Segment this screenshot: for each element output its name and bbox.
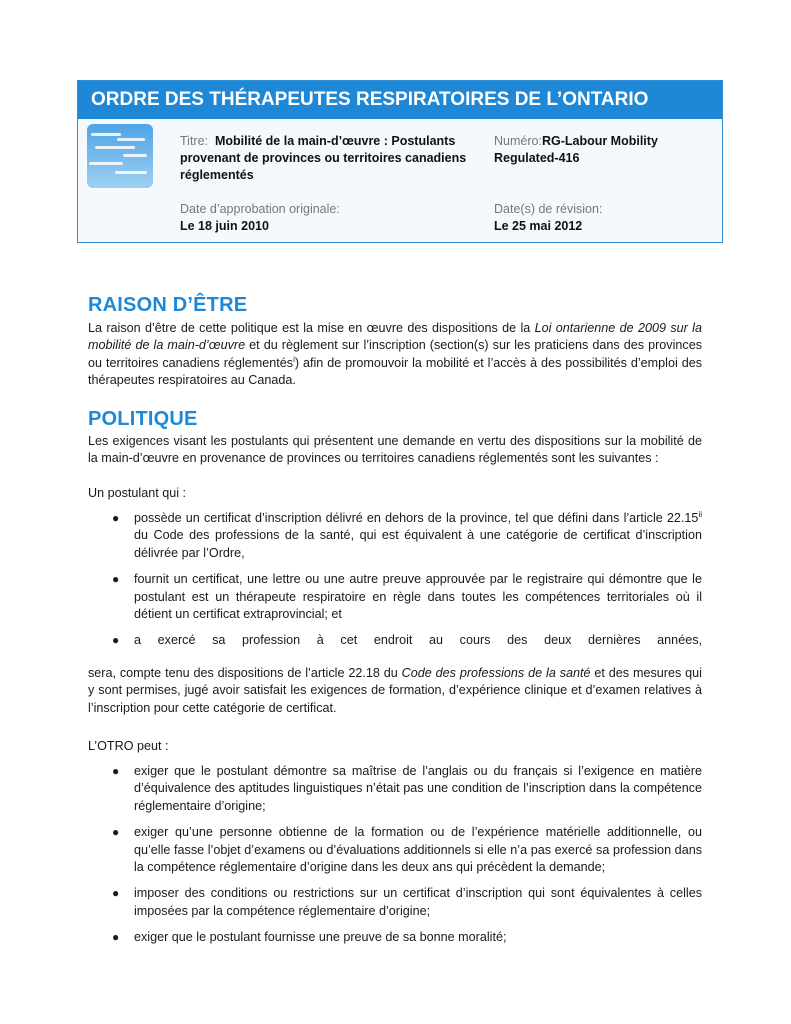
applicant-intro: Un postulant qui : — [88, 486, 187, 500]
approval-field — [180, 201, 480, 235]
list-item — [88, 571, 702, 623]
bullet-icon: ● — [112, 572, 120, 587]
power-text: imposer des conditions ou restrictions sur un certificat d’inscription qui sont équivalentes à celles imposées par la compétence réglementaire d’origine; — [134, 886, 702, 918]
number-label: Numéro: — [494, 134, 542, 148]
revision-value: Le 25 mai 2012 — [494, 219, 583, 233]
power-text: exiger que le postulant démontre sa maîtrise de l’anglais ou du français si l’exigence en matière d’équivalence des aptitudes linguistiques n’était pas une condition de l’inscription dans la compétence réglementaire d’origine; — [134, 764, 702, 813]
otro-powers-list — [88, 763, 702, 956]
list-item — [88, 763, 702, 815]
endnote-ref[interactable]: ii — [698, 509, 702, 519]
raison-paragraph — [88, 320, 702, 390]
bullet-icon: ● — [112, 930, 120, 945]
applicant-criteria-list — [88, 510, 702, 659]
politique-intro: Les exigences visant les postulants qui présentent une demande en vertu des dispositions sur la mobilité de la main-d’œuvre en provenance de provinces ou territoires canadiens réglementés sont les suivantes : — [88, 434, 702, 466]
criteria-text: fournit un certificat, une lettre ou une autre preuve approuvée par le registraire qui démontre que le postulant est un thérapeute respiratoire en règle dans toutes les compétences territoriales où il détient un certificat extraprovincial; et — [134, 572, 702, 622]
power-text: exiger qu’une personne obtienne de la formation ou de l’expérience matérielle additionnelle, ou qu’elle fasse l’objet d’examens ou d’évaluations additionnels si elle n’a pas exercé sa profession dans la compétence réglementaire d’origine dans les deux ans qui précèdent la demande; — [134, 825, 702, 875]
revision-field — [494, 201, 694, 235]
title-label: Titre: — [180, 134, 209, 148]
org-title: ORDRE DES THÉRAPEUTES RESPIRATOIRES DE L’ONTARIO — [78, 81, 722, 119]
number-value-line2: Regulated-416 — [494, 151, 580, 165]
consequence-text-a: sera, compte tenu des dispositions de l’article 22.18 du — [88, 666, 402, 680]
bullet-icon: ● — [112, 886, 120, 901]
sky-clouds-icon — [87, 124, 153, 188]
raison-text-b: et du règlement sur l’inscription (section(s) sur les praticiens dans des provinces ou territoires canadiens réglementés — [88, 338, 702, 370]
power-text: exiger que le postulant fournisse une preuve de sa bonne moralité; — [134, 930, 507, 945]
policy-header — [77, 80, 723, 243]
criteria-text: a exercé sa profession à cet endroit au cours des deux dernières années, — [134, 633, 702, 648]
list-item — [88, 929, 702, 946]
consequence-paragraph — [88, 665, 702, 717]
revision-label: Date(s) de révision: — [494, 202, 603, 216]
title-value: Mobilité de la main-d’œuvre : Postulants provenant de provinces ou territoires canadiens réglementés — [180, 134, 467, 182]
number-field — [494, 133, 694, 167]
bullet-icon: ● — [112, 511, 120, 525]
bullet-icon: ● — [112, 825, 120, 840]
title-field — [180, 133, 480, 184]
raison-text-c: ) afin de promouvoir la mobilité et l’accès à des possibilités d’emploi des thérapeutes respiratoires au Canada. — [88, 355, 703, 388]
criteria-text: possède un certificat d’inscription délivré en dehors de la province, tel que défini dans l’article 22.15 — [134, 511, 699, 525]
bullet-icon: ● — [112, 764, 120, 778]
politique-heading: POLITIQUE — [88, 408, 198, 430]
list-item — [88, 632, 702, 649]
raison-heading: RAISON D’ÊTRE — [88, 294, 248, 316]
list-item — [88, 824, 702, 876]
otro-intro: L’OTRO peut : — [88, 739, 169, 753]
consequence-text-b: et des mesures qui y sont permises, jugé avoir satisfait les exigences de formation, d’expérience clinique et d’examen relatives à l’inscription pour cette catégorie de certificat. — [88, 666, 702, 715]
criteria-text: du Code des professions de la santé, qui est équivalent à une catégorie de certificat d’inscription délivrée par l’Ordre, — [134, 528, 702, 560]
approval-label: Date d’approbation originale: — [180, 202, 340, 216]
raison-text-a: La raison d’être de cette politique est la mise en œuvre des dispositions de la — [88, 321, 535, 335]
list-item — [88, 885, 702, 920]
list-item — [88, 510, 702, 562]
bullet-icon: ● — [112, 633, 120, 648]
endnote-ref[interactable]: i — [293, 354, 295, 364]
number-value-line1: RG-Labour Mobility — [541, 134, 658, 148]
approval-value: Le 18 juin 2010 — [180, 219, 269, 233]
law-title: Loi ontarienne de 2009 sur la mobilité de la main-d’œuvre — [88, 321, 702, 353]
code-title: Code des professions de la santé — [401, 666, 591, 680]
